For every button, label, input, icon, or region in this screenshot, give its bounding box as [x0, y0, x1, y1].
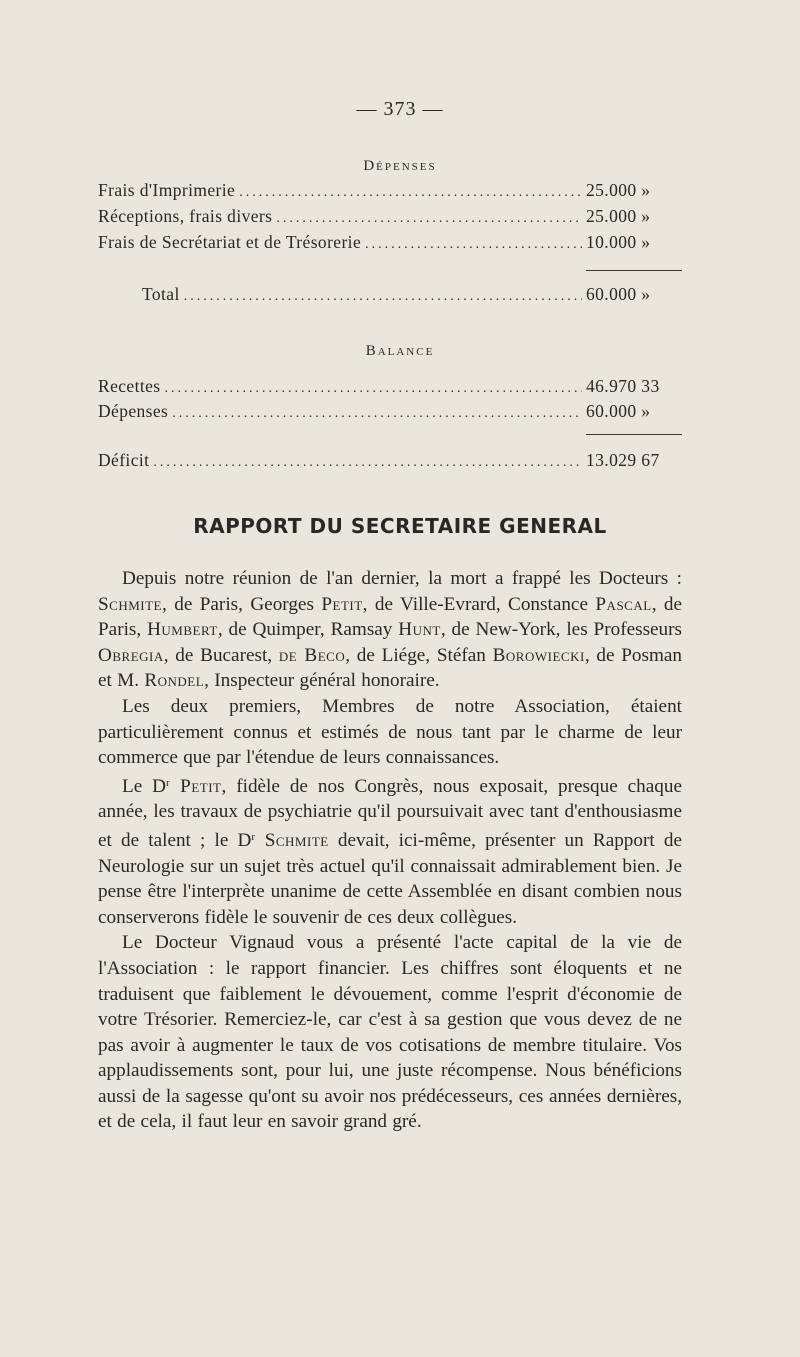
person-name: Pascal	[595, 593, 652, 615]
person-name: de Beco	[278, 644, 346, 666]
depenses-row	[98, 180, 680, 202]
leader-dots	[164, 381, 582, 397]
paragraph: Le Docteur Vignaud vous a présenté l'acte capital de la vie de l'Association : le rapport financier. Les chiffres sont éloquents et ne traduisent que faiblement le dévouement, comme l'esprit d'économie de votre Trésorier. Remerciez-le, car c'est à sa gestion que vous devez de ne pas avoir à augmenter le taux de vos cotisations de membre titulaire. Vos applaudissements sont, pour lui, une juste récompense. Nous bénéficions aussi de la sagesse qu'ont su avoir nos prédécesseurs, ces années dernières, et de cela, il faut leur en savoir grand gré.	[98, 932, 682, 1133]
text-run: , de New-York, les Professeurs	[440, 619, 682, 641]
row-label: Réceptions, frais divers	[98, 206, 273, 226]
row-label: Frais de Secrétariat et de Trésorerie	[98, 232, 362, 252]
deficit-row	[98, 450, 680, 472]
person-name: Schmite	[98, 593, 163, 615]
total-amount: 60.000 »	[586, 284, 651, 304]
text-run: Le D	[122, 775, 167, 797]
person-name: Humbert	[147, 619, 218, 641]
paragraph	[98, 566, 682, 694]
text-run: Depuis notre réunion de l'an dernier, la mort a frappé les Docteurs :	[122, 568, 682, 589]
leader-dots	[276, 211, 582, 227]
depenses-title: Dépenses	[363, 158, 437, 174]
row-amount: 10.000 »	[586, 232, 651, 252]
text-run: devait, ici-même, présenter un Rapport de Neurologie sur un sujet très actuel qu'il connaissait admirablement bien. Je pense être l'interprète unanime de cette Assemblée en disant combien nous conserverons fidèle le souvenir de ces deux collègues.	[98, 829, 682, 928]
text-run: , Inspecteur général honoraire.	[204, 670, 440, 692]
person-name: Schmite	[255, 829, 329, 851]
total-rule	[586, 270, 682, 271]
row-amount: 60.000 »	[586, 401, 651, 421]
leader-dots	[239, 185, 582, 201]
person-name: Petit	[321, 593, 363, 615]
deficit-rule	[586, 434, 682, 435]
section-heading: RAPPORT DU SECRETAIRE GENERAL	[193, 514, 607, 538]
superscript: r	[166, 776, 170, 789]
row-amount: 25.000 »	[586, 180, 651, 200]
page-number: — 373 —	[356, 98, 444, 120]
text-run: , de Paris,	[98, 593, 683, 641]
depenses-row	[98, 206, 680, 228]
text-run: , de Liége, Stéfan	[345, 644, 493, 666]
paragraph	[98, 771, 682, 931]
row-amount: 25.000 »	[586, 206, 651, 226]
text-run: , de Paris, Georges	[162, 593, 322, 615]
row-label: Frais d'Imprimerie	[98, 180, 236, 200]
balance-row	[98, 401, 680, 423]
person-name: Borowiecki	[492, 644, 585, 666]
text-run: , fidèle de nos Congrès, nous exposait, presque chaque année, les travaux de psychiatrie qu'il poursuivait avec tant d'enthousiasme et de talent ; le D	[98, 775, 682, 851]
superscript: r	[251, 830, 256, 843]
row-label: Dépenses	[98, 401, 169, 421]
leader-dots	[172, 406, 582, 422]
balance-title: Balance	[365, 343, 435, 359]
total-label: Total	[142, 284, 180, 304]
text-run: , de Quimper, Ramsay	[217, 619, 399, 641]
deficit-label: Déficit	[98, 450, 150, 470]
text-run: , de Bucarest,	[163, 644, 279, 666]
text-run: , de Posman et M.	[98, 644, 682, 692]
person-name: Rondel	[144, 670, 205, 692]
row-label: Recettes	[98, 376, 161, 396]
leader-dots	[365, 237, 582, 253]
report-body	[98, 566, 682, 1135]
balance-row	[98, 376, 680, 398]
row-amount: 46.970 33	[586, 376, 660, 396]
depenses-total-row	[142, 284, 680, 306]
person-name: Obregia	[98, 644, 164, 666]
person-name: Petit	[169, 775, 222, 797]
leader-dots	[184, 289, 582, 305]
depenses-row	[98, 232, 680, 254]
paragraph: Les deux premiers, Membres de notre Association, étaient particulièrement connus et estimés de nous tant par le charme de leur commerce que par l'étendue de leurs connaissances.	[98, 695, 682, 769]
text-run: , de Ville-Evrard, Constance	[362, 593, 596, 615]
person-name: Hunt	[398, 619, 441, 641]
leader-dots	[153, 455, 582, 471]
deficit-amount: 13.029 67	[586, 450, 660, 470]
